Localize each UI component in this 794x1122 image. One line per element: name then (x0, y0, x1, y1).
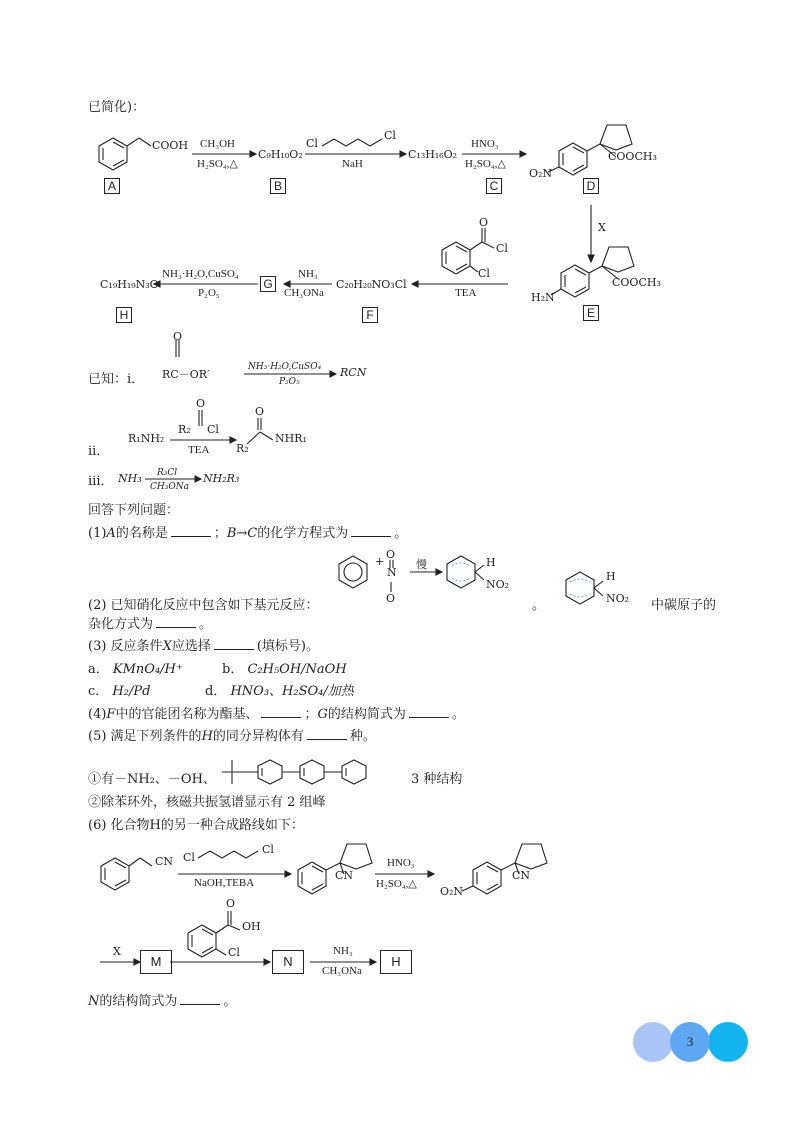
known-iii-label: iii． (88, 474, 114, 489)
question-5: (5) 满足下列条件的H的同分异构体有 种。 (88, 729, 376, 744)
known-i-below: P₂O₅ (279, 377, 300, 387)
step4-x: X (598, 221, 606, 234)
known-iii-below: CH₃ONa (150, 482, 189, 492)
route2-cl-right: Cl (262, 843, 274, 856)
route2-x: X (113, 945, 121, 958)
question-6: (6) 化合物H的另一种合成路线如下： (88, 818, 304, 833)
question-4: (4)F中的官能团名称为酯基、 ；G的结构简式为 。 (88, 707, 465, 722)
page-dot-left (633, 1022, 673, 1062)
label-a: A (104, 178, 120, 194)
compound-h-formula: C₁₉H₁₉N₃O (100, 278, 159, 291)
label-d: D (583, 178, 599, 194)
question-2-tail: 中碳原子的 (651, 598, 717, 613)
option-d: d． HNO₃、H₂SO₄/加热 (205, 684, 354, 699)
known-i-o: O (173, 330, 183, 343)
q2-h: H (486, 556, 496, 569)
answer-blank-1a[interactable] (171, 536, 211, 537)
route2-oh: OH (242, 920, 261, 933)
known-iii-above: R₃Cl (157, 468, 178, 478)
step3-above: HNO₃ (471, 138, 499, 150)
label-h: H (116, 307, 132, 323)
route2-n-box: N (272, 950, 304, 974)
step1-above: CH₃OH (200, 138, 236, 150)
route2-cn1: CN (155, 855, 174, 868)
route2-o: O (226, 897, 236, 910)
q2-no2: NO₂ (486, 578, 510, 591)
answer-blank-4b[interactable] (409, 717, 449, 718)
route2-cn2: CN (335, 869, 354, 882)
label-c: C (486, 178, 502, 194)
route2-nitro: O₂N (440, 885, 464, 898)
compound-d-nitro: O₂N (529, 167, 553, 180)
question-3: (3) 反应条件X应选择 (填标号)。 (88, 639, 319, 654)
benzene-structure (339, 556, 367, 588)
compound-a-cooh: COOH (152, 139, 189, 152)
option-a: a． KMnO₄/H⁺ (88, 662, 183, 677)
step6-below: CH₃ONa (284, 287, 324, 299)
answer-blank-3[interactable] (214, 649, 254, 650)
terphenyl-structure (222, 760, 366, 784)
step7-above: NH₃·H₂O,CuSO₄ (162, 268, 239, 280)
answer-blank-1b[interactable] (351, 536, 391, 537)
compound-a-structure (99, 138, 151, 170)
known-ii-below: TEA (188, 444, 210, 456)
condition-1: ①有－NH₂、－OH、 (88, 772, 216, 787)
label-g: G (260, 276, 276, 292)
known-iii-product: NH₂R₃ (203, 472, 240, 485)
questions-header: 回答下列问题： (88, 503, 180, 518)
nitro-cyclopentyl-structure (462, 844, 547, 894)
question-2-line1: (2) 已知硝化反应中包含如下基元反应： (88, 598, 319, 613)
benzyl-cyanide-structure (101, 858, 152, 890)
compound-c-formula: C₁₃H₁₆O₂ (408, 148, 458, 161)
route2-cl: Cl (228, 946, 240, 959)
q2-o1: O (386, 548, 396, 561)
route2-above3: NH₃ (333, 945, 353, 957)
label-b: B (270, 178, 286, 194)
route2-cn3: CN (512, 869, 531, 882)
condition-2: ②除苯环外，核磁共振氢谱显示有 2 组峰 (88, 795, 326, 810)
q2-dot: 。 (532, 598, 546, 613)
step1-below: H₂SO₄,△ (197, 158, 238, 170)
route2-cl-left: Cl (183, 851, 195, 864)
known-i-product: RCN (340, 366, 367, 379)
compound-b-formula: C₉H₁₀O₂ (258, 148, 303, 161)
page-dot-right (708, 1022, 748, 1062)
known-i-conditions: NH₃·H₂O,CuSO₄ (248, 362, 322, 372)
compound-e-amine: H₂N (531, 291, 555, 304)
answer-blank-2[interactable] (156, 627, 196, 628)
known-ii-product-n: NHR₁ (275, 432, 307, 445)
step3-below: H₂SO₄,△ (465, 158, 506, 170)
question-1: (1)A的名称是 ；B→C的化学方程式为 。 (88, 526, 408, 541)
answer-blank-4a[interactable] (261, 717, 301, 718)
route2-below2: H₂SO₄,△ (376, 878, 417, 890)
q2-plus: + (375, 555, 385, 568)
known-ii-product-o: O (255, 405, 265, 418)
step5-o: O (479, 216, 489, 229)
final-question: N的结构简式为 。 (88, 994, 237, 1009)
question-2-line2: 杂化方式为 。 (88, 617, 213, 632)
route2-h-box: H (380, 950, 412, 974)
compound-f-formula: C₂₀H₂₀NO₃Cl (336, 278, 407, 291)
step5-below: TEA (455, 287, 477, 299)
intro-tail: 已简化)： (88, 100, 146, 115)
option-c: c． H₂/Pd (88, 684, 151, 699)
route2-above2: HNO₃ (387, 857, 415, 869)
known-ii-product-r2: R₂ (236, 442, 249, 455)
known-heading: 已知：i． (88, 372, 145, 387)
known-ii-r2: R₂ (178, 423, 191, 436)
q2-o2: O (386, 592, 396, 605)
known-iii-reactant: NH₃ (118, 472, 142, 485)
known-ii-reactant: R₁NH₂ (128, 432, 165, 445)
known-i-left: RC－OR′ (162, 368, 210, 381)
step5-cl2: Cl (478, 267, 490, 280)
step5-cl1: Cl (496, 242, 508, 255)
step2-cl-right: Cl (384, 129, 396, 142)
sigma-complex-structure-2 (566, 572, 603, 604)
label-f: F (362, 307, 378, 323)
condition-1-tail: 3 种结构 (411, 772, 463, 787)
option-b: b． C₂H₅OH/NaOH (222, 662, 347, 677)
route2-below3: CH₃ONa (322, 965, 362, 977)
route2-below1: NaOH,TEBA (194, 877, 255, 889)
step7-below: P₂O₅ (198, 287, 220, 299)
compound-d-ester: COOCH₃ (608, 150, 657, 163)
q2-no2b: NO₂ (606, 592, 630, 605)
known-ii-o: O (196, 397, 206, 410)
q2-h2: H (606, 570, 616, 583)
page-number: 3 (670, 1022, 710, 1062)
step6-above: NH₃ (298, 268, 318, 280)
known-ii-label: ii． (88, 444, 110, 459)
answer-blank-6[interactable] (180, 1004, 220, 1005)
answer-blank-5[interactable] (307, 739, 347, 740)
step2-below: NaH (342, 158, 363, 170)
sigma-complex-structure (447, 556, 484, 588)
compound-e-ester: COOCH₃ (612, 276, 661, 289)
known-ii-cl: Cl (207, 423, 219, 436)
step2-cl-left: Cl (306, 137, 318, 150)
q2-nplus: N (387, 566, 397, 579)
label-e: E (583, 305, 599, 321)
q2-slow: 慢 (416, 558, 427, 571)
route2-m-box: M (140, 950, 172, 974)
